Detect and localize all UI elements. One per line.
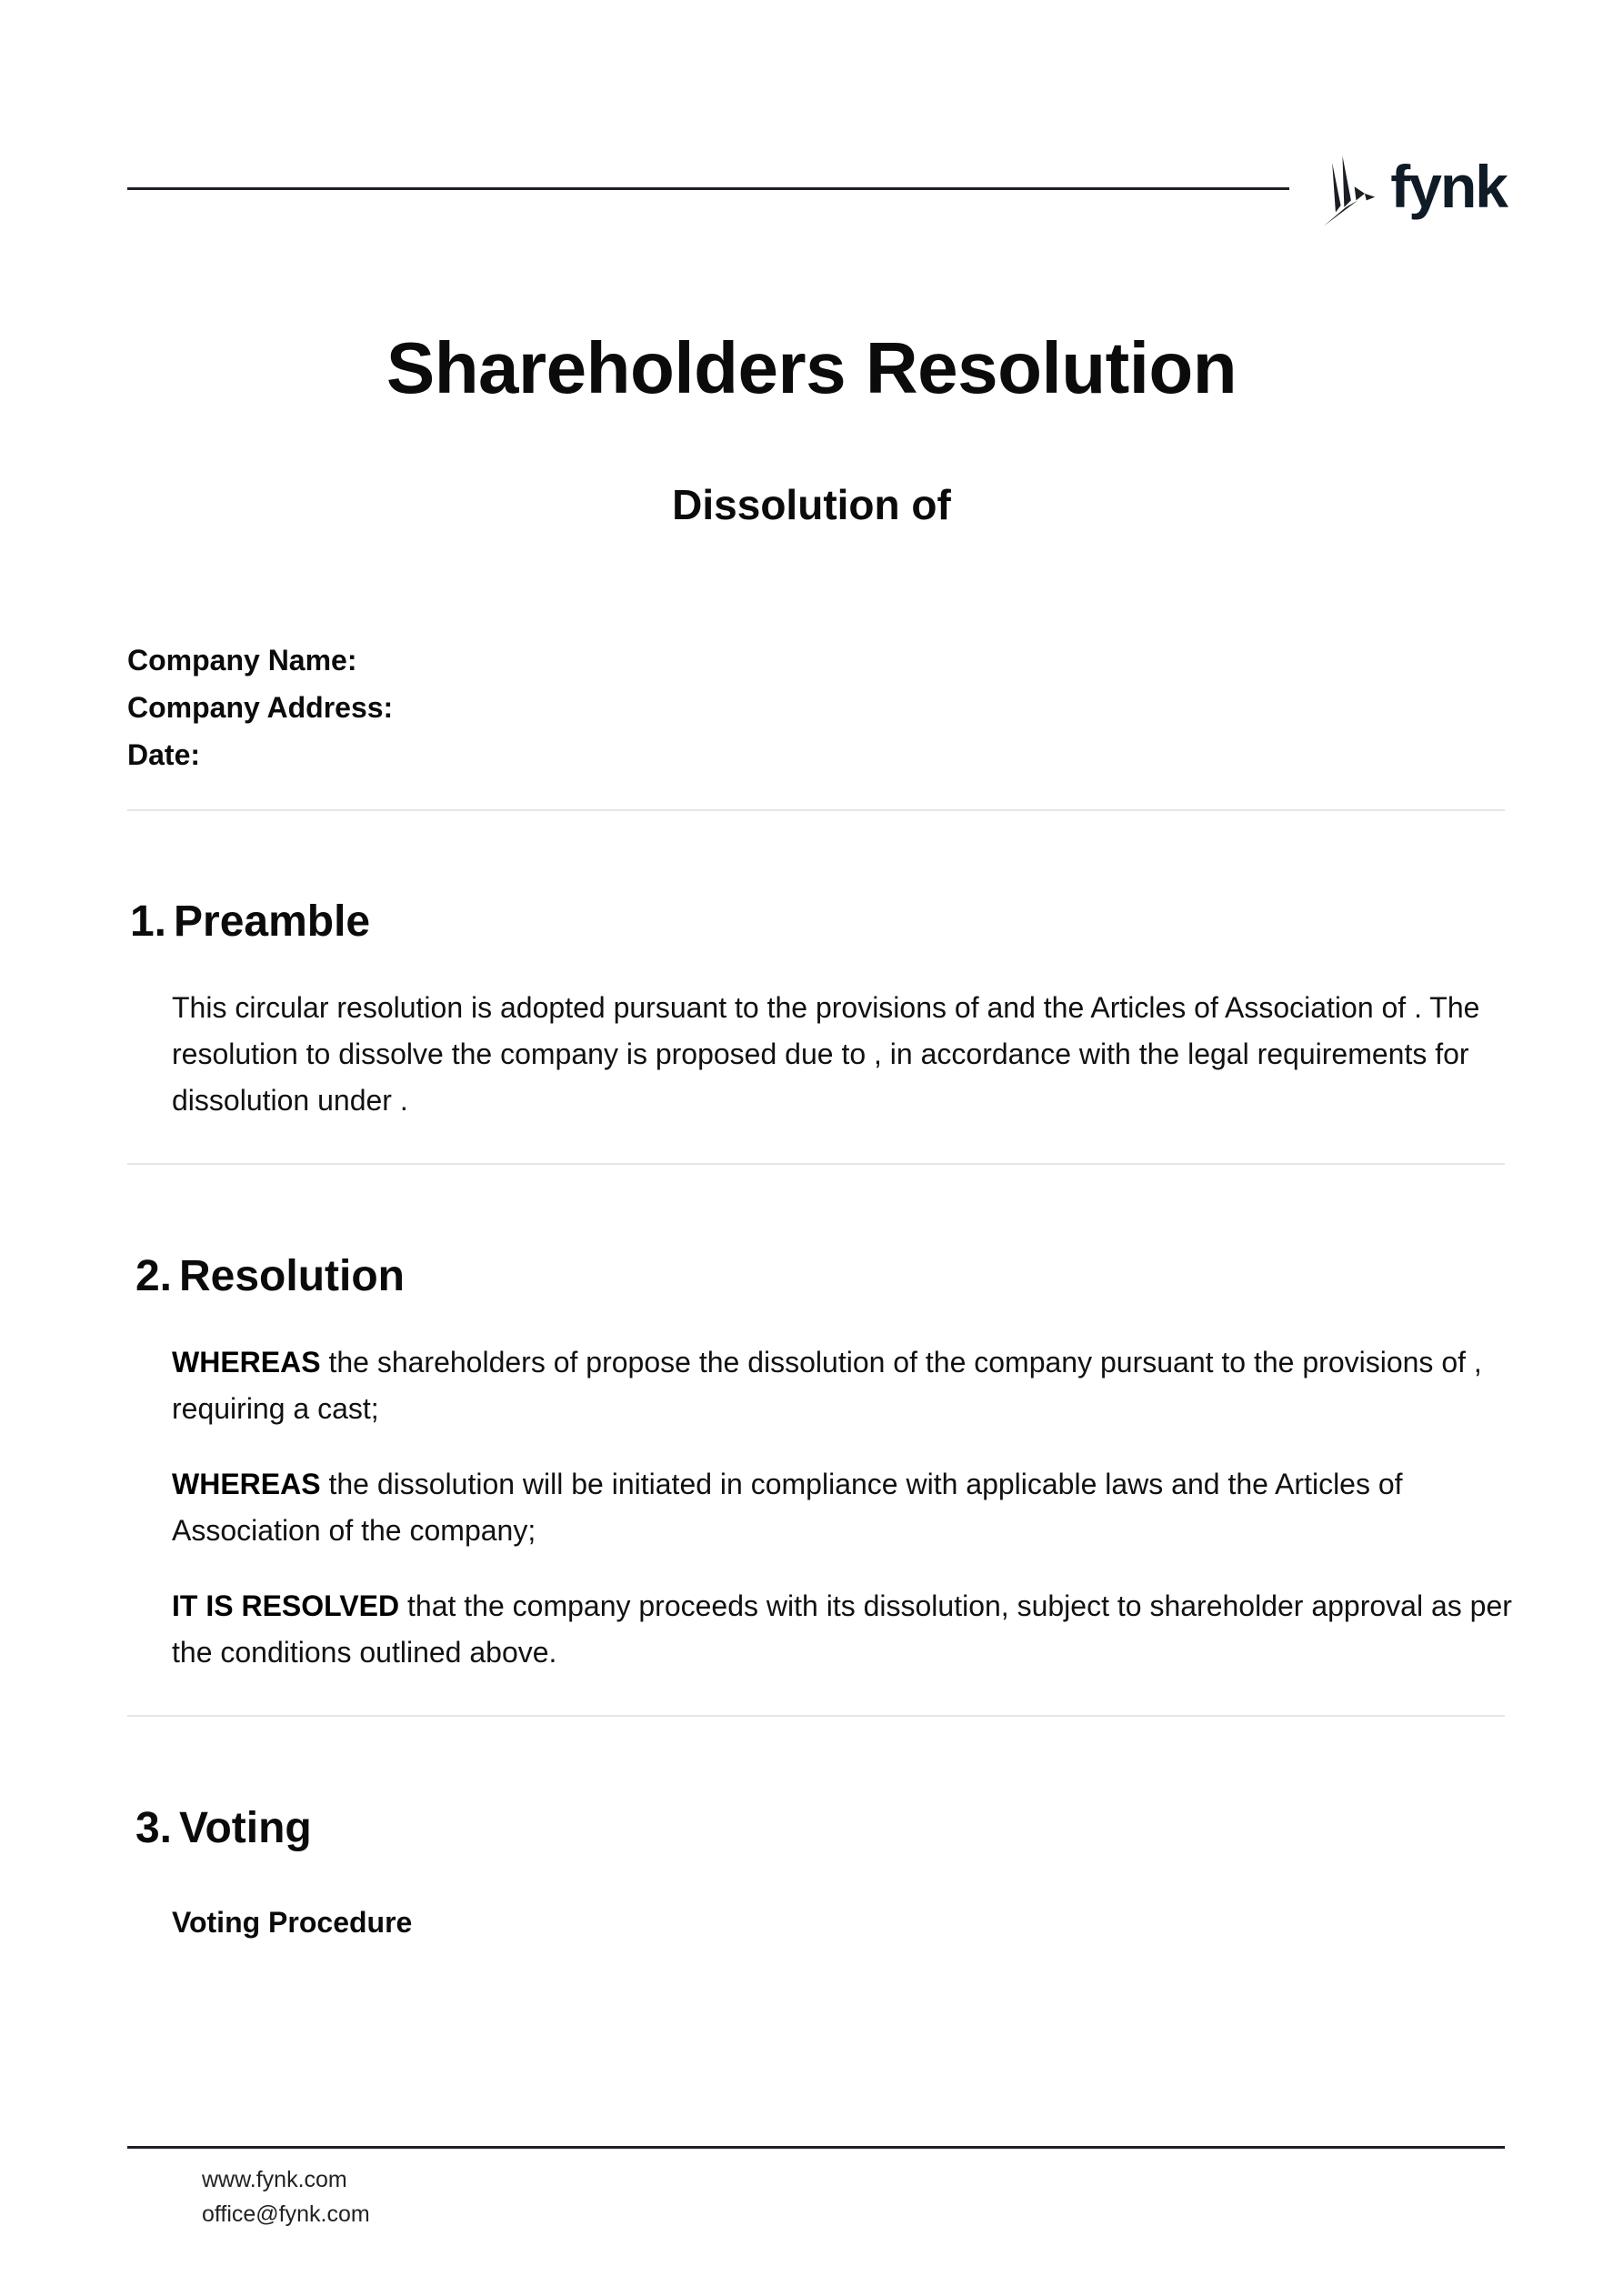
section-title: Preamble — [174, 897, 371, 946]
clause-keyword: WHEREAS — [172, 1468, 321, 1500]
date-label: Date: — [127, 738, 201, 771]
section-title: Voting — [179, 1804, 312, 1852]
origami-bird-icon — [1320, 150, 1388, 232]
section-title: Resolution — [179, 1252, 405, 1300]
footer — [202, 2162, 370, 2231]
document-subtitle: Dissolution of — [672, 481, 951, 528]
divider — [127, 809, 1505, 811]
preamble-body — [172, 985, 1508, 1153]
header-rule — [127, 187, 1289, 190]
company-address-label: Company Address: — [127, 691, 394, 724]
company-name-label: Company Name: — [127, 644, 357, 677]
section-number: 3. — [135, 1804, 172, 1852]
footer-rule — [127, 2146, 1505, 2149]
divider — [127, 1715, 1505, 1717]
section-number: 1. — [129, 897, 166, 946]
brand-logo — [1320, 150, 1507, 232]
resolution-body — [172, 1339, 1518, 1705]
document-title: Shareholders Resolution — [386, 327, 1237, 408]
section-heading-preamble — [121, 897, 371, 946]
section-number: 2. — [135, 1252, 172, 1300]
whereas-clause-2 — [172, 1461, 1518, 1554]
divider — [127, 1163, 1505, 1165]
clause-text: the shareholders of propose the dissolution of the company pursuant to the provisions of , requiring a cast; — [172, 1346, 1482, 1425]
resolved-clause — [172, 1583, 1518, 1676]
clause-keyword: IT IS RESOLVED — [172, 1589, 400, 1622]
section-heading-resolution — [121, 1252, 405, 1300]
whereas-clause-1 — [172, 1339, 1518, 1432]
clause-text: the dissolution will be initiated in compliance with applicable laws and the Articles of Association of the company; — [172, 1468, 1403, 1547]
voting-procedure-subheading: Voting Procedure — [172, 1906, 413, 1939]
preamble-paragraph: This circular resolution is adopted pursuant to the provisions of and the Articles of Association of . The resolution to dissolve the company is proposed due to , in accordance with the legal requirements for dissolution under . — [172, 991, 1480, 1117]
document-meta — [127, 637, 393, 778]
section-heading-voting — [121, 1804, 312, 1852]
clause-keyword: WHEREAS — [172, 1346, 321, 1379]
clause-text: that the company proceeds with its dissolution, subject to shareholder approval as per the conditions outlined above. — [172, 1589, 1512, 1669]
footer-website[interactable]: www.fynk.com — [202, 2167, 347, 2192]
logo-text: fynk — [1390, 153, 1507, 220]
footer-email[interactable]: office@fynk.com — [202, 2201, 370, 2227]
